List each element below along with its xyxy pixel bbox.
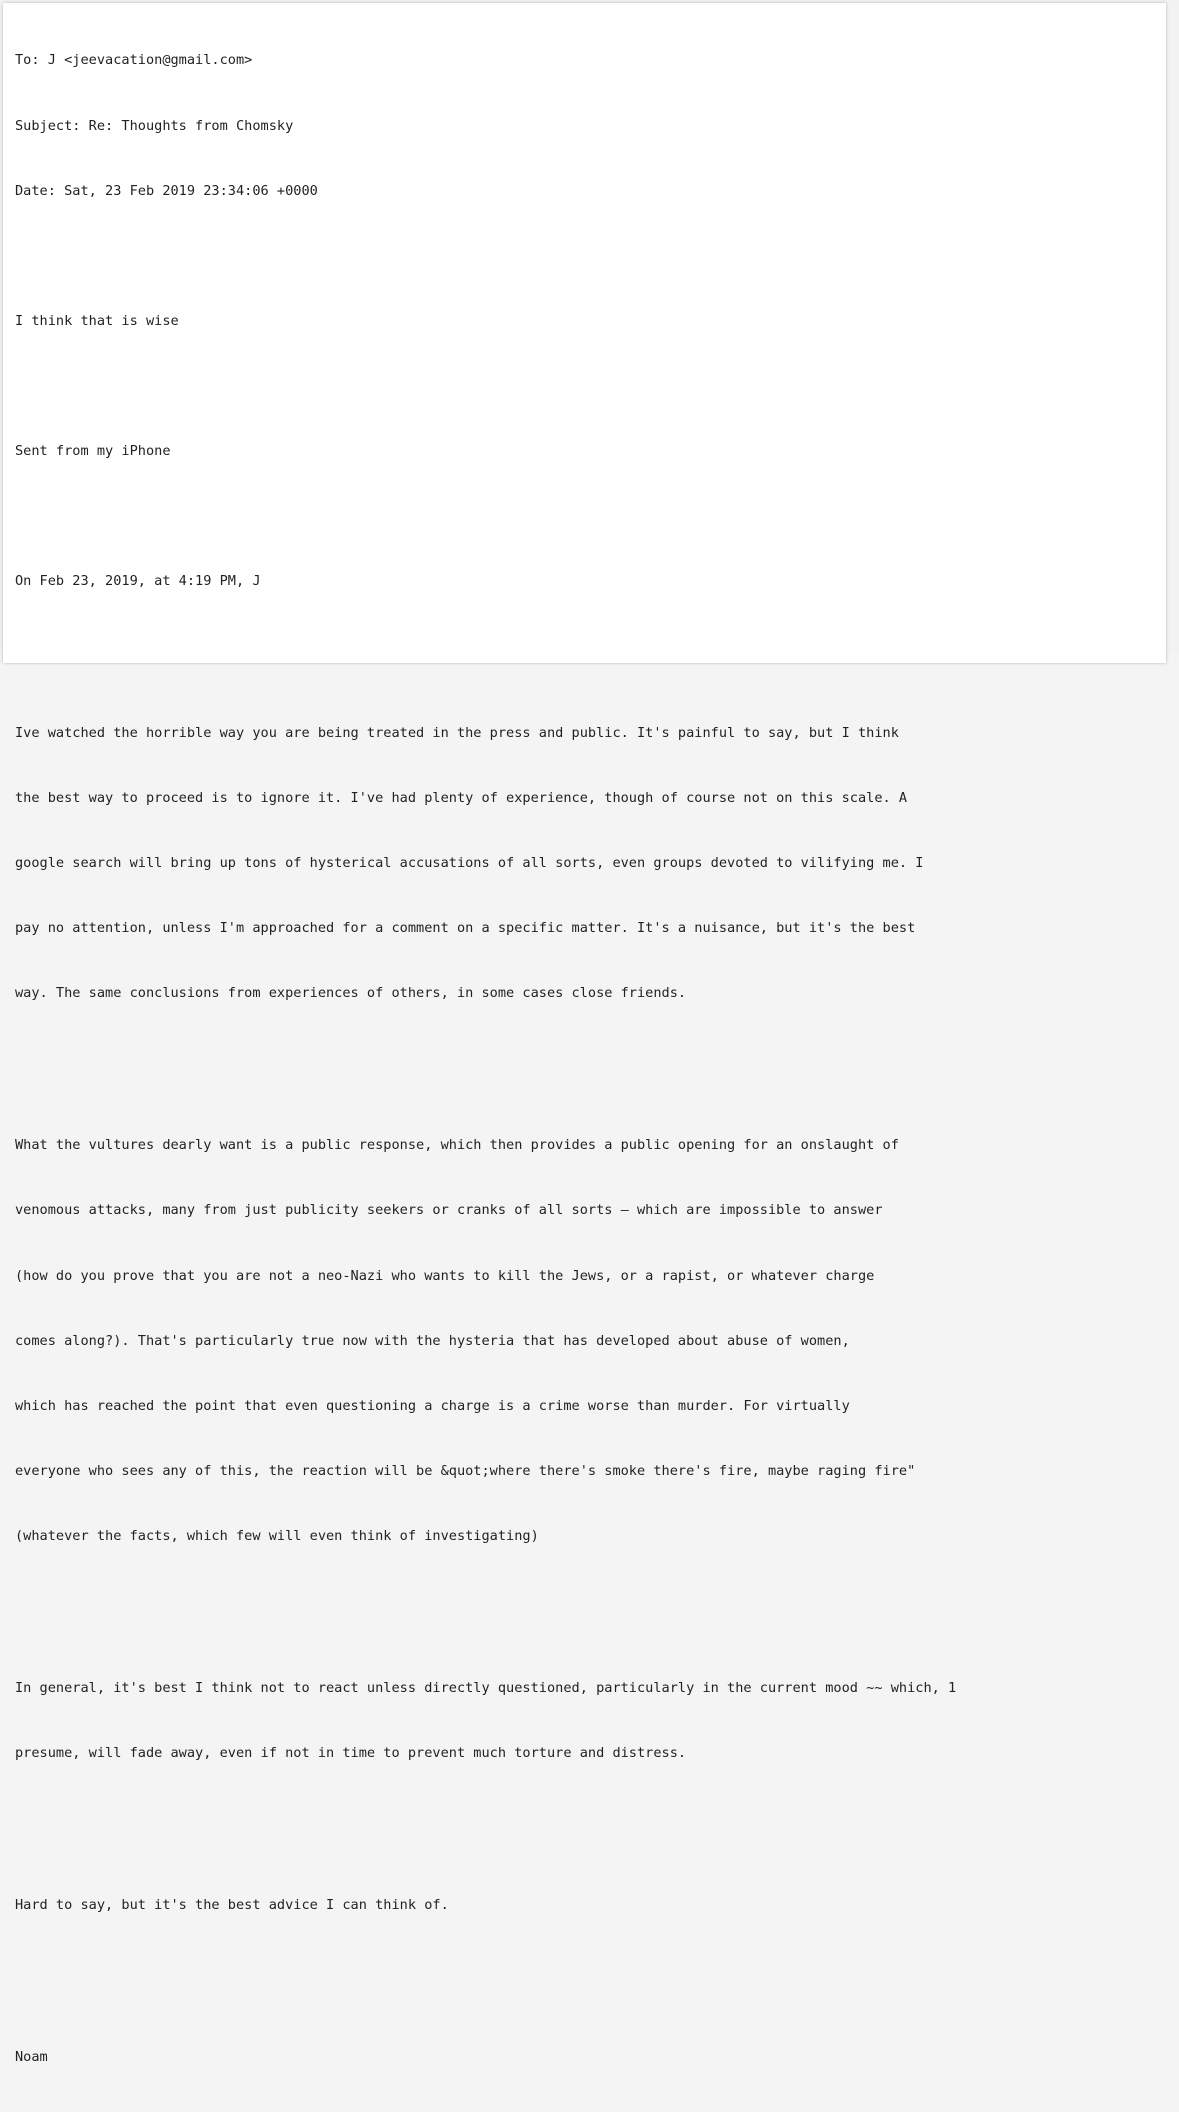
blank-line [15, 246, 956, 268]
paragraph-1-line: way. The same conclusions from experiences of others, in some cases close friends. [15, 985, 687, 1002]
paragraph-2-line: venomous attacks, many from just publicity seekers or cranks of all sorts – which are impossible to answer [15, 1202, 883, 1219]
email-to: To: J <jeevacation@gmail.com> [15, 52, 253, 69]
blank-line [15, 376, 956, 398]
paragraph-4-line: Hard to say, but it's the best advice I can think of. [15, 1896, 449, 1913]
paragraph-2-line: (whatever the facts, which few will even think of investigating) [15, 1527, 539, 1544]
paragraph-2-line: (how do you prove that you are not a neo-Nazi who wants to kill the Jews, or a rapist, or whatever charge [15, 1267, 875, 1284]
paragraph-1-line: google search will bring up tons of hysterical accusations of all sorts, even groups devoted to vilifying me. I [15, 855, 924, 872]
paragraph-1-line: the best way to proceed is to ignore it. I've had plenty of experience, though of course not on this scale. A [15, 790, 908, 807]
reply-message: I think that is wise [15, 312, 179, 329]
paragraph-2-line: everyone who sees any of this, the reaction will be &quot;where there's smoke there's fire, maybe raging fire" [15, 1462, 916, 1479]
email-subject: Subject: Re: Thoughts from Chomsky [15, 117, 294, 134]
paragraph-1-line: pay no attention, unless I'm approached for a comment on a specific matter. It's a nuisance, but it's the best [15, 920, 916, 937]
blank-line [15, 1960, 956, 1982]
blank-line [15, 1591, 956, 1613]
blank-line [15, 636, 956, 658]
paragraph-3-line: presume, will fade away, even if not in time to prevent much torture and distress. [15, 1744, 687, 1761]
paragraph-2-line: What the vultures dearly want is a public response, which then provides a public opening for an onslaught of [15, 1137, 899, 1154]
paragraph-3-line: In general, it's best I think not to react unless directly questioned, particularly in the current mood ~~ which, 1 [15, 1679, 957, 1696]
email-page [3, 3, 1166, 2065]
email-body [15, 7, 956, 2112]
quote-intro: On Feb 23, 2019, at 4:19 PM, J [15, 573, 261, 590]
paragraph-2-line: which has reached the point that even questioning a charge is a crime worse than murder. For virtually [15, 1397, 850, 1414]
paragraph-2-line: comes along?). That's particularly true now with the hysteria that has developed about abuse of women, [15, 1332, 850, 1349]
email-date: Date: Sat, 23 Feb 2019 23:34:06 +0000 [15, 182, 318, 199]
paragraph-1-line: Ive watched the horrible way you are being treated in the press and public. It's painful to say, but I think [15, 725, 899, 742]
blank-line [15, 506, 956, 528]
reply-signature: Sent from my iPhone [15, 442, 171, 459]
closing-name: Noam [15, 2048, 48, 2065]
blank-line [15, 1808, 956, 1830]
blank-line [15, 1049, 956, 1071]
